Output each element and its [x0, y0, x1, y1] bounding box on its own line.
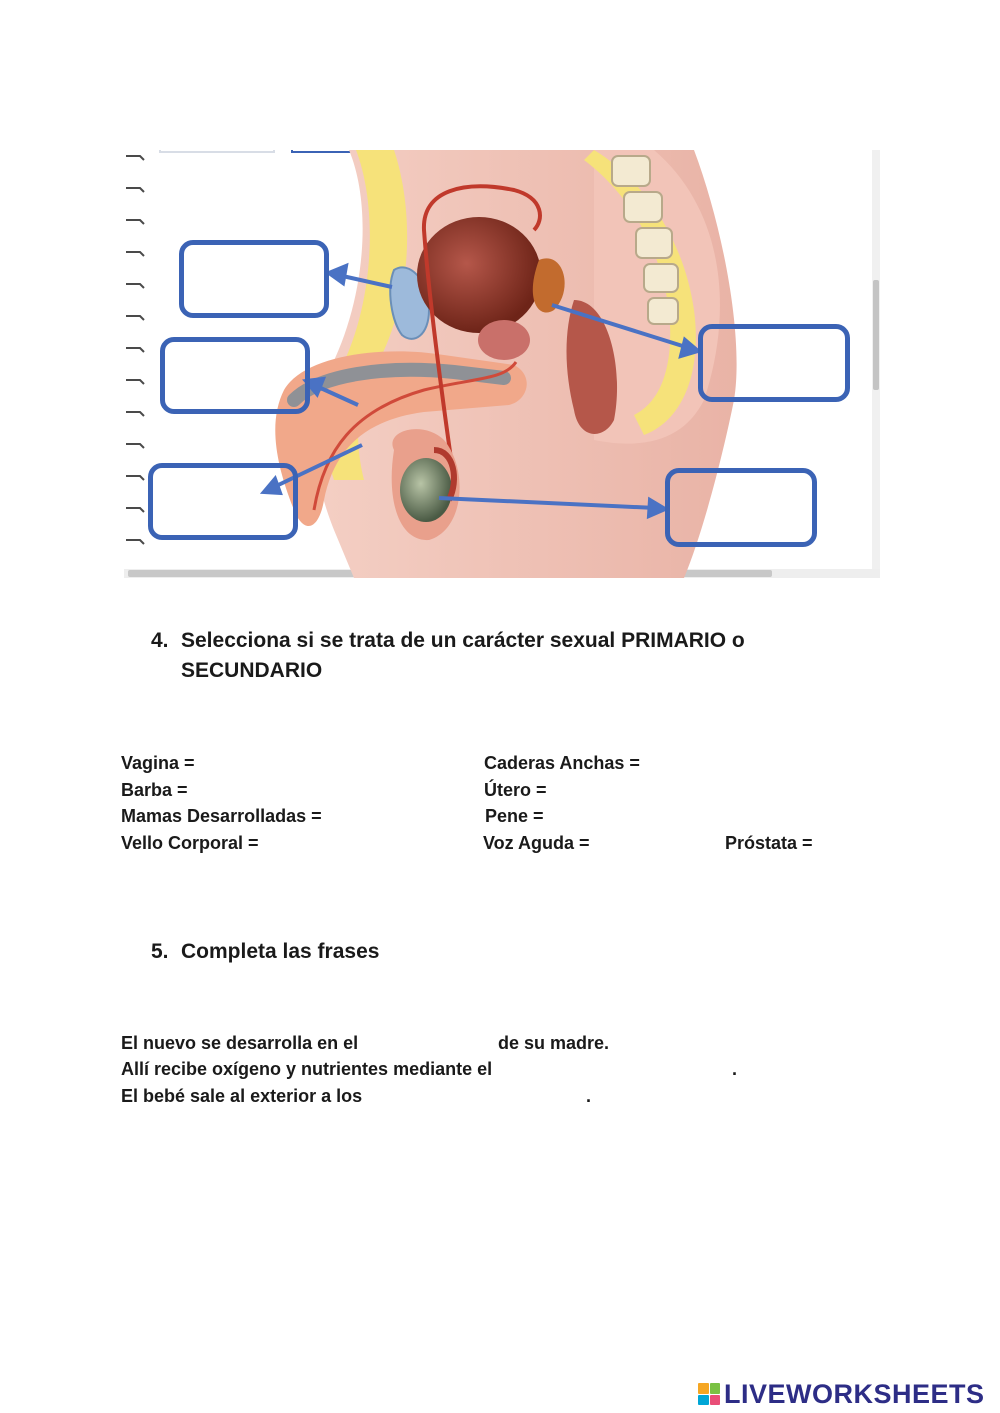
item-utero: Útero =: [484, 780, 547, 800]
question-4-number: 4.: [151, 629, 169, 652]
question-5-number: 5.: [151, 940, 169, 963]
item-caderas: Caderas Anchas =: [484, 753, 640, 773]
answer-box-rectum[interactable]: [698, 324, 850, 402]
item-vello: Vello Corporal =: [121, 833, 259, 853]
question-5-heading: [151, 937, 651, 967]
sentence-1-end: de su madre.: [498, 1033, 610, 1053]
item-prostata: Próstata =: [725, 833, 813, 853]
sentence-1-start: El nuevo se desarrolla en el: [121, 1033, 359, 1053]
item-vagina: Vagina =: [121, 753, 195, 773]
logo-tile-pink: [710, 1395, 721, 1406]
question-5-title: Completa las frases: [181, 940, 380, 963]
question-4-title-line2: SECUNDARIO: [181, 659, 323, 682]
anatomy-diagram: [124, 150, 880, 578]
liveworksheets-logo-icon: [698, 1383, 720, 1405]
brand-name: LIVEWORKSHEETS: [724, 1378, 985, 1409]
answer-box-bladder[interactable]: [179, 240, 329, 318]
sentence-2-end: .: [732, 1059, 738, 1079]
answer-box-testis[interactable]: [665, 468, 817, 547]
item-pene: Pene =: [485, 806, 544, 826]
logo-tile-orange: [698, 1383, 709, 1394]
sentence-3-start: El bebé sale al exterior a los: [121, 1086, 363, 1106]
question-4-heading: [151, 626, 851, 688]
item-barba: Barba =: [121, 780, 188, 800]
logo-tile-green: [710, 1383, 721, 1394]
item-voz: Voz Aguda =: [483, 833, 590, 853]
question-4-title-line1: Selecciona si se trata de un carácter sexual PRIMARIO o: [181, 629, 745, 652]
logo-tile-blue: [698, 1395, 709, 1406]
sentence-2-start: Allí recibe oxígeno y nutrientes mediante el: [121, 1059, 493, 1079]
liveworksheets-brand[interactable]: [698, 1378, 985, 1410]
sentence-3-end: .: [586, 1086, 592, 1106]
item-mamas: Mamas Desarrolladas =: [121, 806, 322, 826]
question-4-title: [181, 626, 841, 686]
answer-box-penis[interactable]: [148, 463, 298, 540]
answer-box-urethra[interactable]: [160, 337, 310, 414]
